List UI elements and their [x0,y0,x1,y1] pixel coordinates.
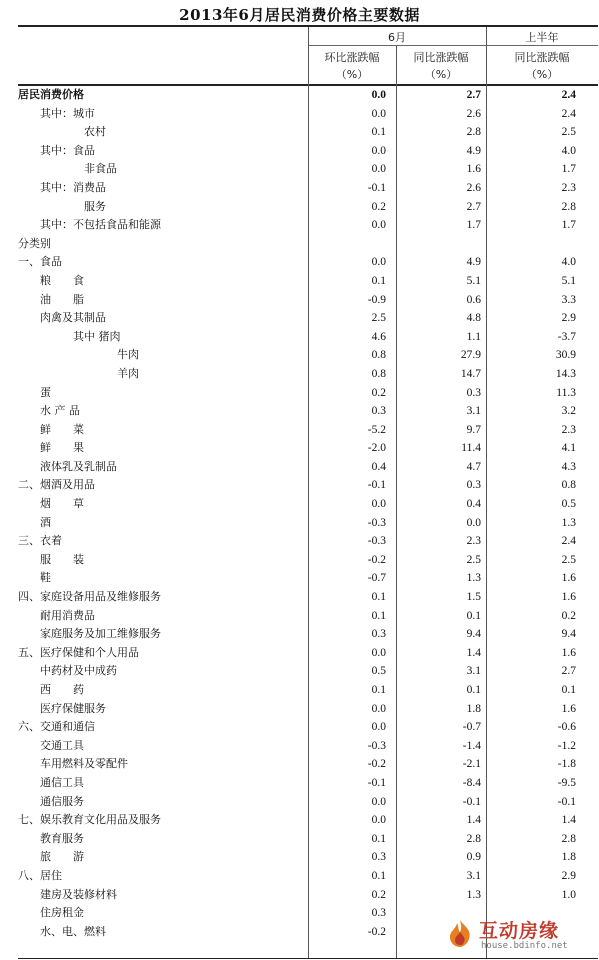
yoy-value: 0.1 [466,684,481,696]
half-yoy-value: 1.3 [561,516,576,529]
mom-value: -0.9 [367,293,386,306]
mom-value: 0.1 [371,274,386,287]
mom-value: 0.2 [371,888,386,901]
mom-value: 0.3 [371,851,386,864]
yoy-value: -0.1 [462,795,481,808]
table-row [18,718,598,737]
table-row [18,662,598,681]
half-yoy-value: 30.9 [555,349,576,362]
table-row [18,644,598,663]
table-row [18,811,598,830]
table-row [18,216,598,235]
row-label: 其中：不包括食品和能源 [18,218,161,232]
half-yoy-value: 4.0 [561,256,576,269]
half-yoy-value: 0.2 [561,609,576,622]
mom-value: -0.2 [367,553,386,566]
header-unit-2: （%） [424,68,458,81]
yoy-value: 1.1 [466,330,481,343]
half-yoy-value: 1.7 [561,163,576,176]
yoy-value: 1.4 [466,646,481,659]
table-row [18,458,598,477]
row-label: 二、烟酒及用品 [18,478,95,492]
row-label: 其中：消费品 [18,180,106,194]
mom-value: -0.2 [367,758,386,771]
yoy-value: 4.8 [466,312,481,325]
row-label: 烟 草 [18,497,84,511]
table-row [18,142,598,161]
month-header-rule [308,45,486,46]
row-label: 六、交通和通信 [18,720,95,734]
half-yoy-value: 0.1 [561,684,576,696]
mom-value: 0.8 [371,349,386,362]
row-label: 鲜 果 [18,441,84,455]
row-label: 粮 食 [18,273,84,287]
mom-value: 0.2 [371,386,386,399]
yoy-value: 14.7 [460,367,481,380]
half-yoy-value: 4.3 [561,460,576,473]
row-label: 四、家庭设备用品及维修服务 [18,590,161,604]
table-row [18,235,598,254]
table-row [18,421,598,440]
yoy-value: 2.6 [466,181,481,194]
table-row [18,886,598,905]
mom-value: 0.3 [371,405,386,418]
row-label: 油 脂 [18,292,84,306]
table-row [18,272,598,291]
row-label: 三、衣着 [18,534,62,548]
mom-value: 0.2 [371,200,386,213]
half-yoy-value: -0.6 [557,721,576,734]
table-row [18,700,598,719]
mom-value: 0.0 [371,144,386,157]
half-yoy-value: 11.3 [556,386,576,399]
yoy-value: 5.1 [466,274,481,287]
half-yoy-value: 5.1 [561,274,576,287]
yoy-value: 2.3 [466,535,481,548]
header-yoy-change-half: 同比涨跌幅 [514,51,570,64]
yoy-value: 0.0 [466,516,481,529]
half-yoy-value: 2.3 [561,423,576,436]
table-row [18,755,598,774]
yoy-value: 1.6 [466,163,481,176]
yoy-value: 0.4 [466,498,481,511]
yoy-value: 3.1 [466,405,481,418]
half-yoy-value: 3.2 [561,405,576,418]
table-row [18,384,598,403]
table-row [18,309,598,328]
mom-value: 0.0 [371,702,386,715]
mom-value: 0.8 [371,367,386,380]
flame-logo-icon [445,918,475,948]
half-yoy-value: 1.6 [561,572,576,585]
half-yoy-value: 2.8 [561,832,576,845]
mom-value: 0.1 [371,684,386,696]
mom-value: 0.3 [371,628,386,641]
table-row [18,607,598,626]
half-yoy-value: 4.1 [561,442,576,455]
mom-value: -2.0 [367,442,386,455]
table-row [18,588,598,607]
yoy-value: 2.8 [466,126,481,139]
table-row [18,495,598,514]
yoy-value: 4.7 [466,460,481,473]
table-row [18,328,598,347]
mom-value: 0.1 [371,832,386,845]
table-row [18,291,598,310]
half-yoy-value: 1.4 [561,814,576,827]
row-label: 分类别 [18,236,51,250]
half-yoy-value: -1.2 [557,739,576,752]
mom-value: 0.0 [371,814,386,827]
mom-value: 0.5 [371,665,386,678]
watermark [443,914,593,956]
yoy-value: 0.6 [466,293,481,306]
mom-value: -0.3 [367,516,386,529]
yoy-value: 3.1 [466,665,481,678]
half-yoy-value: 2.5 [561,553,576,566]
watermark-name: 互动房缘 [479,920,560,942]
yoy-value: 1.3 [466,572,481,585]
page-title: 2013年6月居民消费价格主要数据 [179,6,420,24]
row-label: 农村 [18,125,106,139]
mom-value: -0.1 [367,479,386,492]
table-row [18,439,598,458]
half-yoy-value: 9.4 [561,628,576,641]
data-table-body [18,86,598,941]
yoy-value: 9.7 [466,423,481,436]
table-row [18,830,598,849]
row-label: 非食品 [18,162,117,176]
row-label: 鞋 [18,571,51,585]
half-yoy-value: 1.6 [561,591,576,604]
row-label: 西 药 [18,683,84,696]
mom-value: 0.1 [371,609,386,622]
yoy-value: -0.7 [462,721,481,734]
yoy-value: 1.3 [466,888,481,901]
header-mom-change: 环比涨跌幅 [324,51,380,64]
half-yoy-value: 1.6 [561,646,576,659]
header-unit-3: （%） [525,68,559,81]
row-label: 中药材及中成药 [18,664,117,678]
table-row [18,625,598,644]
half-yoy-value: 2.7 [561,665,576,678]
row-label: 八、居住 [18,868,62,882]
mom-value: 0.1 [371,126,386,139]
half-yoy-value: 1.0 [561,888,576,901]
mom-value: 0.0 [371,256,386,269]
table-row [18,253,598,272]
mom-value: 0.0 [371,721,386,734]
row-label: 水、电、燃料 [18,924,106,938]
half-yoy-value: 4.0 [561,144,576,157]
mom-value: 0.0 [371,646,386,659]
half-yoy-value: 2.9 [561,869,576,882]
yoy-value: 0.9 [466,851,481,864]
yoy-value: 1.5 [466,591,481,604]
mom-value: 0.0 [371,498,386,511]
table-row [18,105,598,124]
mom-value: -0.7 [367,572,386,585]
row-label: 旅 游 [18,850,84,864]
yoy-value: 11.4 [461,442,481,455]
table-row [18,774,598,793]
half-header-rule [486,45,598,46]
half-yoy-value: 2.3 [561,181,576,194]
mom-value: 4.6 [371,330,386,343]
table-row [18,346,598,365]
row-label: 住房租金 [18,906,84,920]
yoy-value: 2.6 [466,107,481,120]
mom-value: -0.1 [367,776,386,789]
table-row [18,86,598,105]
table-row [18,365,598,384]
row-label: 其中：食品 [18,143,95,157]
half-yoy-value: 2.5 [561,126,576,139]
table-row [18,160,598,179]
row-label: 其中：城市 [18,106,95,120]
table-row [18,198,598,217]
mom-value: 0.0 [371,163,386,176]
table-row [18,681,598,700]
row-label: 七、娱乐教育文化用品及服务 [18,813,161,827]
watermark-url: house.bdinfo.net [481,941,568,951]
half-yoy-value: 1.7 [561,219,576,232]
yoy-value: 0.3 [466,386,481,399]
yoy-value: 2.5 [466,553,481,566]
yoy-value: 2.7 [466,89,481,101]
yoy-value: -2.1 [462,758,481,771]
row-label: 居民消费价格 [18,88,84,101]
row-label: 医疗保健服务 [18,701,106,715]
row-label: 蛋 [18,385,51,399]
row-label: 交通工具 [18,738,84,752]
row-label: 水 产 品 [18,404,80,418]
row-label: 羊肉 [18,366,139,380]
table-row [18,514,598,533]
mom-value: -0.1 [367,181,386,194]
yoy-value: 3.1 [466,869,481,882]
table-row [18,123,598,142]
mom-value: 0.1 [371,869,386,882]
mom-value: 0.1 [371,591,386,604]
table-row [18,402,598,421]
row-label: 其中 猪肉 [18,329,121,343]
table-row [18,179,598,198]
mom-value: 0.3 [371,907,386,920]
mom-value: -0.2 [367,925,386,938]
half-yoy-value: 3.3 [561,293,576,306]
yoy-value: 0.1 [466,609,481,622]
row-label: 教育服务 [18,831,84,845]
yoy-value: 4.9 [466,256,481,269]
row-label: 肉禽及其制品 [18,311,106,325]
yoy-value: 2.8 [466,832,481,845]
table-row [18,551,598,570]
half-yoy-value: 2.4 [561,89,576,101]
mom-value: 0.0 [371,219,386,232]
row-label: 耐用消费品 [18,608,95,622]
half-yoy-value: 1.6 [561,702,576,715]
row-label: 建房及装修材料 [18,887,117,901]
row-label: 鲜 菜 [18,422,84,436]
half-yoy-value: 2.9 [561,312,576,325]
yoy-value: 1.8 [466,702,481,715]
table-row [18,867,598,886]
mom-value: 0.4 [371,460,386,473]
row-label: 通信服务 [18,794,84,808]
row-label: 五、医疗保健和个人用品 [18,645,139,659]
yoy-value: 1.7 [466,219,481,232]
row-label: 家庭服务及加工维修服务 [18,627,161,641]
table-bottom-rule [18,958,598,959]
table-row [18,476,598,495]
table-row [18,793,598,812]
yoy-value: 9.4 [466,628,481,641]
table-row [18,737,598,756]
yoy-value: 4.9 [466,144,481,157]
row-label: 一、食品 [18,255,62,269]
yoy-value: 2.7 [466,200,481,213]
yoy-value: -8.4 [462,776,481,789]
half-yoy-value: -1.8 [557,758,576,771]
half-yoy-value: -9.5 [557,776,576,789]
row-label: 服 装 [18,552,84,566]
half-yoy-value: 1.8 [561,851,576,864]
mom-value: 0.0 [371,89,386,101]
table-row [18,848,598,867]
half-yoy-value: -0.1 [557,795,576,808]
half-yoy-value: 2.4 [561,107,576,120]
yoy-value: 1.4 [466,814,481,827]
header-month: 6月 [388,31,406,44]
header-yoy-change: 同比涨跌幅 [413,51,469,64]
yoy-value: 0.3 [466,479,481,492]
row-label: 通信工具 [18,775,84,789]
row-label: 服务 [18,199,106,213]
yoy-value: -1.4 [462,739,481,752]
header-unit-1: （%） [335,68,369,81]
half-yoy-value: 0.8 [561,479,576,492]
half-yoy-value: 0.5 [561,498,576,511]
half-yoy-value: -3.7 [557,330,576,343]
mom-value: -0.3 [367,739,386,752]
row-label: 液体乳及乳制品 [18,459,117,473]
half-yoy-value: 2.4 [561,535,576,548]
row-label: 酒 [18,515,51,529]
mom-value: -5.2 [367,423,386,436]
mom-value: 0.0 [371,107,386,120]
yoy-value: 27.9 [460,349,481,362]
row-label: 车用燃料及零配件 [18,757,128,771]
table-row [18,532,598,551]
header-half-year: 上半年 [525,31,559,44]
mom-value: 2.5 [371,312,386,325]
half-yoy-value: 2.8 [561,200,576,213]
row-label: 牛肉 [18,348,139,362]
mom-value: 0.0 [371,795,386,808]
half-yoy-value: 14.3 [555,367,576,380]
mom-value: -0.3 [367,535,386,548]
table-row [18,569,598,588]
